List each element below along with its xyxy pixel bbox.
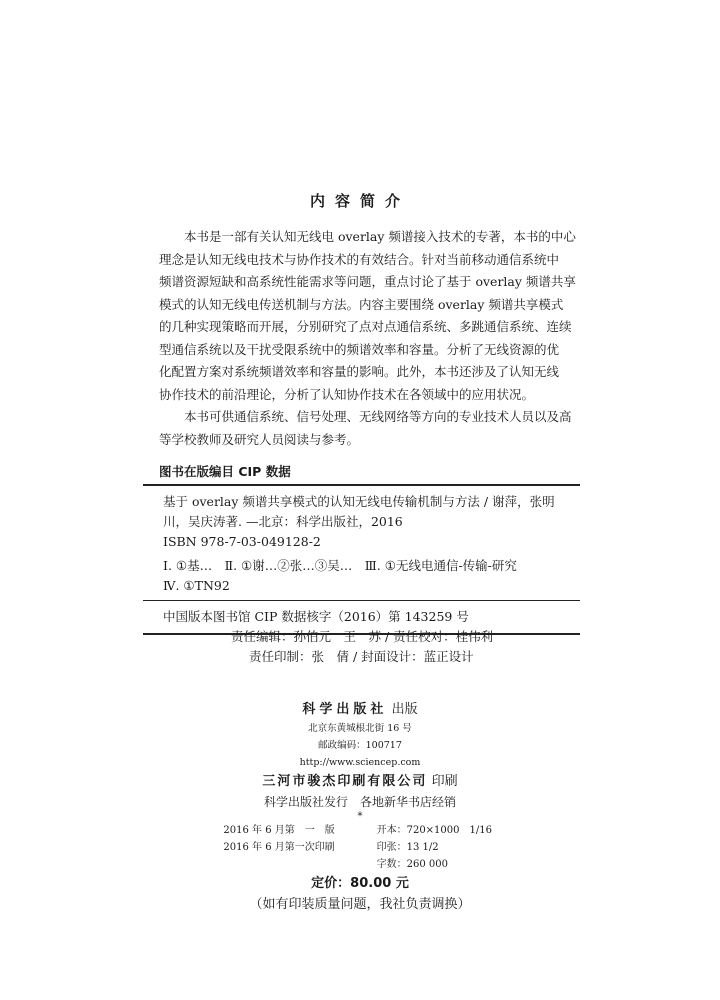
summary-paragraph-2 bbox=[159, 406, 579, 451]
cip-classification: Ⅰ. ①基… Ⅱ. ①谢…②张…③吴… Ⅲ. ①无线电通信-传输-研究 bbox=[163, 558, 517, 573]
page-title: 内容简介 bbox=[309, 192, 410, 210]
credits-editors: 责任编辑：孙伯元 王 苏 / 责任校对：桂伟利 bbox=[231, 629, 494, 644]
cip-heading: 图书在版编目 CIP 数据 bbox=[159, 464, 291, 479]
distribution-line: 科学出版社发行 各地新华书店经销 bbox=[263, 795, 456, 809]
summary-line: 本书是一部有关认知无线电 overlay 频谱接入技术的专著，本书的中心 bbox=[184, 229, 576, 244]
summary-line: 型通信系统以及干扰受限系统中的频谱效率和容量。分析了无线资源的优 bbox=[159, 341, 560, 357]
printer-name: 三河市骏杰印刷有限公司 bbox=[262, 774, 428, 789]
sheets-info: 印张：13 1/2 bbox=[376, 842, 439, 853]
publisher-address: 北京东黄城根北街 16 号 bbox=[308, 723, 412, 734]
summary-line: 本书可供通信系统、信号处理、无线网络等方向的专业技术人员以及高 bbox=[184, 409, 572, 424]
edition-specs bbox=[0, 822, 720, 873]
summary-section bbox=[159, 226, 579, 451]
cip-classification: Ⅳ. ①TN92 bbox=[163, 578, 230, 593]
edition-info: 2016 年 6 月第 一 版 bbox=[223, 825, 335, 836]
printer-action: 印刷 bbox=[431, 774, 458, 789]
cip-isbn: ISBN 978-7-03-049128-2 bbox=[163, 534, 321, 549]
cip-record bbox=[143, 486, 580, 600]
publisher-action: 出版 bbox=[391, 702, 418, 717]
summary-line: 协作技术的前沿理论，分析了认知协作技术在各领域中的应用状况。 bbox=[159, 386, 535, 402]
summary-line: 的几种实现策略而开展，分别研究了点对点通信系统、多跳通信系统、连续 bbox=[159, 319, 572, 334]
summary-line: 理念是认知无线电技术与协作技术的有效结合。针对当前移动通信系统中 bbox=[159, 251, 560, 267]
publisher-url: http://www.sciencep.com bbox=[299, 757, 421, 768]
summary-line: 频谱资源短缺和高系统性能需求等问题，重点讨论了基于 overlay 频谱共享 bbox=[159, 274, 576, 289]
credits-production: 责任印制：张 倩 / 封面设计：蓝正设计 bbox=[249, 649, 474, 664]
publisher-line bbox=[0, 700, 720, 720]
summary-line: 化配置方案对系统频谱效率和容量的影响。此外，本书还涉及了认知无线 bbox=[159, 364, 560, 379]
colophon bbox=[0, 700, 720, 915]
summary-line: 模式的认知无线电传送机制与方法。内容主要围绕 overlay 频谱共享模式 bbox=[159, 296, 564, 312]
publisher-postcode: 邮政编码：100717 bbox=[318, 740, 402, 751]
printing-info: 2016 年 6 月第一次印刷 bbox=[223, 842, 335, 853]
word-count: 字数：260 000 bbox=[376, 859, 448, 870]
summary-line: 等学校教师及研究人员阅读与参考。 bbox=[159, 431, 360, 447]
cip-block bbox=[143, 460, 580, 635]
quality-note: （如有印装质量问题，我社负责调换） bbox=[249, 897, 471, 912]
separator-star: * bbox=[357, 811, 363, 822]
cip-line: 基于 overlay 频谱共享模式的认知无线电传输机制与方法 / 谢萍，张明 bbox=[163, 494, 555, 509]
printer-line bbox=[0, 771, 720, 793]
summary-paragraph-1 bbox=[159, 226, 579, 406]
cip-line: 川，吴庆涛著. —北京：科学出版社，2016 bbox=[163, 514, 403, 529]
format-info: 开本：720×1000 1/16 bbox=[376, 825, 492, 836]
publisher-name: 科学出版社 bbox=[302, 702, 388, 717]
price: 定价：80.00 元 bbox=[311, 876, 409, 891]
cip-approval-number: 中国版本图书馆 CIP 数据核字（2016）第 143259 号 bbox=[163, 609, 469, 624]
